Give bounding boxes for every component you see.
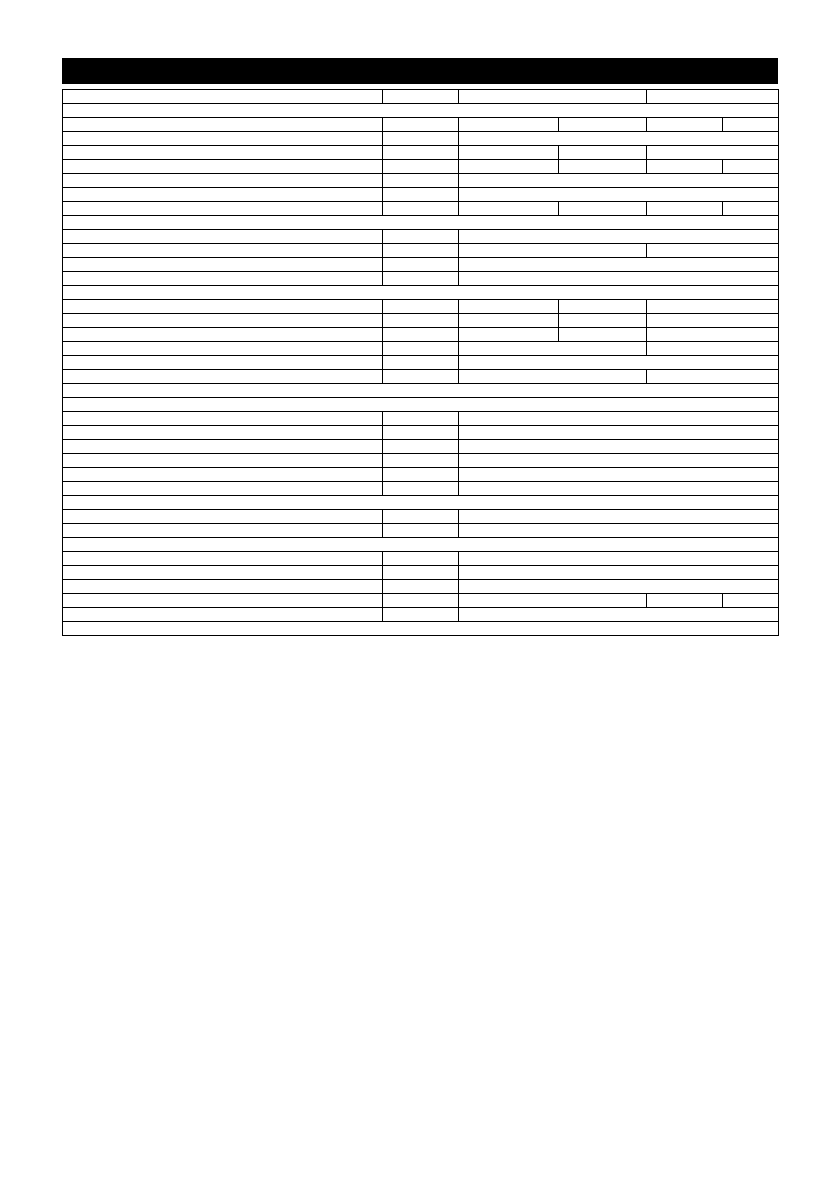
table-row [63, 244, 779, 258]
table-cell [383, 314, 459, 328]
table-cell [63, 342, 383, 356]
table-row [63, 566, 779, 580]
table-cell [459, 356, 779, 370]
table-cell [459, 160, 559, 174]
table-cell [383, 594, 459, 608]
table-cell [459, 132, 779, 146]
table-cell [383, 342, 459, 356]
table-row [63, 468, 779, 482]
table-cell [647, 146, 779, 160]
table-cell [63, 594, 383, 608]
table-row [63, 524, 779, 538]
table-cell [63, 328, 383, 342]
table-row [63, 608, 779, 622]
table-cell [63, 384, 779, 398]
table-row [63, 328, 779, 342]
table-row [63, 412, 779, 426]
table-cell [459, 174, 779, 188]
table-row [63, 300, 779, 314]
specification-table [62, 89, 779, 636]
table-row [63, 230, 779, 244]
table-cell [647, 314, 779, 328]
table-cell [559, 300, 647, 314]
table-cell [459, 566, 779, 580]
table-row [63, 314, 779, 328]
table-cell [63, 90, 383, 104]
table-cell [63, 118, 383, 132]
table-cell [459, 314, 559, 328]
table-cell [383, 552, 459, 566]
table-cell [63, 230, 383, 244]
table-cell [647, 90, 779, 104]
table-cell [383, 300, 459, 314]
table-cell [647, 160, 723, 174]
table-cell [459, 370, 647, 384]
table-row [63, 454, 779, 468]
table-cell [459, 580, 779, 594]
table-section-row [63, 496, 779, 510]
table-cell [63, 132, 383, 146]
table-cell [63, 356, 383, 370]
table-cell [459, 594, 647, 608]
table-cell [63, 496, 779, 510]
table-cell [383, 468, 459, 482]
table-cell [63, 538, 779, 552]
table-cell [459, 440, 779, 454]
table-cell [383, 608, 459, 622]
table-row [63, 552, 779, 566]
table-cell [63, 370, 383, 384]
table-cell [723, 202, 779, 216]
table-row [63, 426, 779, 440]
table-cell [647, 370, 779, 384]
table-row [63, 272, 779, 286]
table-cell [63, 426, 383, 440]
table-cell [383, 482, 459, 496]
table-cell [63, 174, 383, 188]
table-cell [63, 286, 779, 300]
table-row [63, 160, 779, 174]
spec-sheet [62, 58, 778, 636]
table-cell [459, 202, 559, 216]
table-cell [383, 202, 459, 216]
table-section-row [63, 286, 779, 300]
table-cell [459, 468, 779, 482]
table-cell [459, 90, 647, 104]
table-cell [383, 510, 459, 524]
table-cell [559, 328, 647, 342]
table-cell [63, 202, 383, 216]
table-cell [723, 594, 779, 608]
table-cell [647, 300, 779, 314]
table-cell [383, 174, 459, 188]
table-cell [63, 398, 779, 412]
table-cell [383, 188, 459, 202]
table-cell [63, 146, 383, 160]
table-row [63, 202, 779, 216]
table-cell [63, 188, 383, 202]
table-cell [63, 314, 383, 328]
table-cell [383, 160, 459, 174]
table-cell [63, 552, 383, 566]
table-cell [459, 524, 779, 538]
table-cell [559, 146, 647, 160]
table-cell [459, 510, 779, 524]
table-cell [383, 90, 459, 104]
table-cell [63, 580, 383, 594]
table-cell [383, 566, 459, 580]
table-cell [383, 412, 459, 426]
table-row [63, 132, 779, 146]
table-cell [647, 118, 723, 132]
table-cell [559, 314, 647, 328]
table-cell [63, 300, 383, 314]
table-row [63, 510, 779, 524]
table-cell [647, 594, 723, 608]
table-cell [63, 510, 383, 524]
table-cell [647, 342, 779, 356]
table-cell [383, 440, 459, 454]
table-row [63, 118, 779, 132]
table-cell [63, 244, 383, 258]
table-row [63, 440, 779, 454]
title-bar [62, 58, 778, 84]
table-cell [383, 426, 459, 440]
table-row [63, 342, 779, 356]
table-cell [459, 426, 779, 440]
table-section-row [63, 104, 779, 118]
table-cell [383, 146, 459, 160]
table-row [63, 594, 779, 608]
table-cell [459, 146, 559, 160]
table-cell [63, 160, 383, 174]
table-cell [459, 412, 779, 426]
table-row [63, 356, 779, 370]
table-cell [723, 118, 779, 132]
table-cell [383, 132, 459, 146]
table-section-row [63, 384, 779, 398]
table-cell [723, 160, 779, 174]
table-cell [383, 258, 459, 272]
table-header-row [63, 90, 779, 104]
table-cell [459, 258, 779, 272]
table-cell [63, 216, 779, 230]
table-row [63, 370, 779, 384]
table-cell [63, 412, 383, 426]
table-cell [459, 118, 559, 132]
table-cell [63, 608, 383, 622]
table-cell [459, 188, 779, 202]
table-cell [559, 202, 647, 216]
table-cell [459, 244, 647, 258]
table-cell [63, 272, 383, 286]
table-cell [383, 370, 459, 384]
table-row [63, 258, 779, 272]
table-row [63, 482, 779, 496]
table-cell [63, 524, 383, 538]
table-cell [383, 118, 459, 132]
table-cell [63, 454, 383, 468]
table-cell [63, 440, 383, 454]
table-row [63, 188, 779, 202]
table-cell [63, 482, 383, 496]
table-cell [383, 328, 459, 342]
table-cell [459, 342, 647, 356]
table-cell [459, 272, 779, 286]
table-cell [383, 230, 459, 244]
table-cell [383, 524, 459, 538]
table-section-row [63, 538, 779, 552]
table-footer-row [63, 622, 779, 636]
table-cell [383, 272, 459, 286]
table-cell [63, 258, 383, 272]
table-cell [559, 160, 647, 174]
table-cell [459, 454, 779, 468]
table-cell [647, 202, 723, 216]
table-cell [459, 328, 559, 342]
table-cell [459, 230, 779, 244]
table-cell [459, 608, 779, 622]
table-row [63, 146, 779, 160]
table-cell [383, 244, 459, 258]
table-row [63, 174, 779, 188]
table-cell [63, 468, 383, 482]
table-section-row [63, 398, 779, 412]
table-section-row [63, 216, 779, 230]
table-cell [383, 580, 459, 594]
table-cell [63, 566, 383, 580]
table-cell [459, 482, 779, 496]
table-cell [63, 622, 779, 636]
table-cell [383, 356, 459, 370]
table-cell [63, 104, 779, 118]
table-cell [647, 244, 779, 258]
table-cell [459, 300, 559, 314]
table-cell [559, 118, 647, 132]
table-row [63, 580, 779, 594]
table-cell [383, 454, 459, 468]
table-cell [459, 552, 779, 566]
table-cell [647, 328, 779, 342]
table-body [63, 90, 779, 636]
